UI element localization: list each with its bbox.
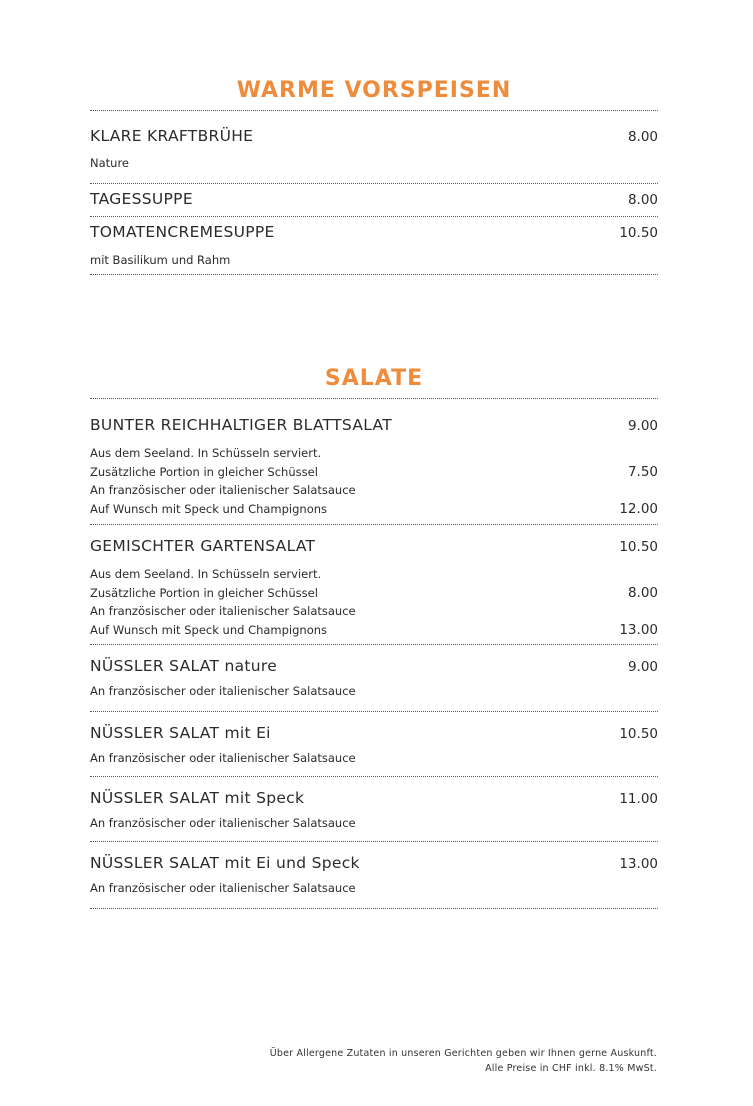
price-note: Alle Preise in CHF inkl. 8.1% MwSt. xyxy=(485,1063,657,1074)
menu-item xyxy=(90,645,658,711)
item-name: NÜSSLER SALAT mit Ei xyxy=(90,724,271,742)
menu-item xyxy=(90,184,658,216)
item-description: mit Basilikum und Rahm xyxy=(90,253,231,267)
item-name: BUNTER REICHHALTIGER BLATTSALAT xyxy=(90,416,393,434)
footer-note xyxy=(270,1046,657,1076)
item-name: TAGESSUPPE xyxy=(90,190,193,208)
menu-item xyxy=(90,777,658,841)
item-price: 10.50 xyxy=(619,539,658,555)
item-price: 13.00 xyxy=(619,856,658,872)
item-name: GEMISCHTER GARTENSALAT xyxy=(90,537,316,555)
item-price: 8.00 xyxy=(627,192,658,208)
item-name: NÜSSLER SALAT mit Ei und Speck xyxy=(90,854,360,872)
menu-item xyxy=(90,712,658,776)
menu-item xyxy=(90,525,658,644)
item-price: 9.00 xyxy=(627,659,658,675)
item-detail: Auf Wunsch mit Speck und Champignons xyxy=(90,623,328,637)
item-name: NÜSSLER SALAT nature xyxy=(90,657,278,675)
item-description: Nature xyxy=(90,156,129,170)
item-detail: Aus dem Seeland. In Schüsseln serviert. xyxy=(90,567,322,581)
allergen-note: Über Allergene Zutaten in unseren Gerichten geben wir Ihnen gerne Auskunft. xyxy=(269,1048,657,1059)
item-detail-price: 12.00 xyxy=(619,501,658,517)
section-warme-vorspeisen xyxy=(90,76,658,275)
item-detail: Zusätzliche Portion in gleicher Schüssel xyxy=(90,586,318,600)
item-detail: An französischer oder italienischer Salatsauce xyxy=(90,483,356,497)
menu-item xyxy=(90,399,658,524)
item-detail: An französischer oder italienischer Salatsauce xyxy=(90,604,356,618)
item-name: NÜSSLER SALAT mit Speck xyxy=(90,789,305,807)
divider xyxy=(90,908,658,909)
item-detail-price: 7.50 xyxy=(627,464,658,480)
item-detail: Auf Wunsch mit Speck und Champignons xyxy=(90,502,328,516)
menu-item xyxy=(90,217,658,274)
item-price: 9.00 xyxy=(627,418,658,434)
item-name: KLARE KRAFTBRÜHE xyxy=(90,127,254,145)
menu-item xyxy=(90,842,658,908)
item-description: An französischer oder italienischer Salatsauce xyxy=(90,684,356,698)
item-price: 10.50 xyxy=(619,225,658,241)
section-title: SALATE xyxy=(324,366,424,391)
section-title: WARME VORSPEISEN xyxy=(236,78,512,103)
item-name: TOMATENCREMESUPPE xyxy=(90,223,275,241)
item-description: An französischer oder italienischer Salatsauce xyxy=(90,816,356,830)
divider xyxy=(90,274,658,275)
item-price: 10.50 xyxy=(619,726,658,742)
item-detail: Aus dem Seeland. In Schüsseln serviert. xyxy=(90,446,322,460)
item-detail-price: 13.00 xyxy=(619,622,658,638)
item-detail-price: 8.00 xyxy=(627,585,658,601)
menu-item xyxy=(90,111,658,183)
section-salate xyxy=(90,364,658,909)
item-price: 11.00 xyxy=(619,791,658,807)
item-detail: Zusätzliche Portion in gleicher Schüssel xyxy=(90,465,318,479)
item-description: An französischer oder italienischer Salatsauce xyxy=(90,751,356,765)
item-description: An französischer oder italienischer Salatsauce xyxy=(90,881,356,895)
item-price: 8.00 xyxy=(627,129,658,145)
